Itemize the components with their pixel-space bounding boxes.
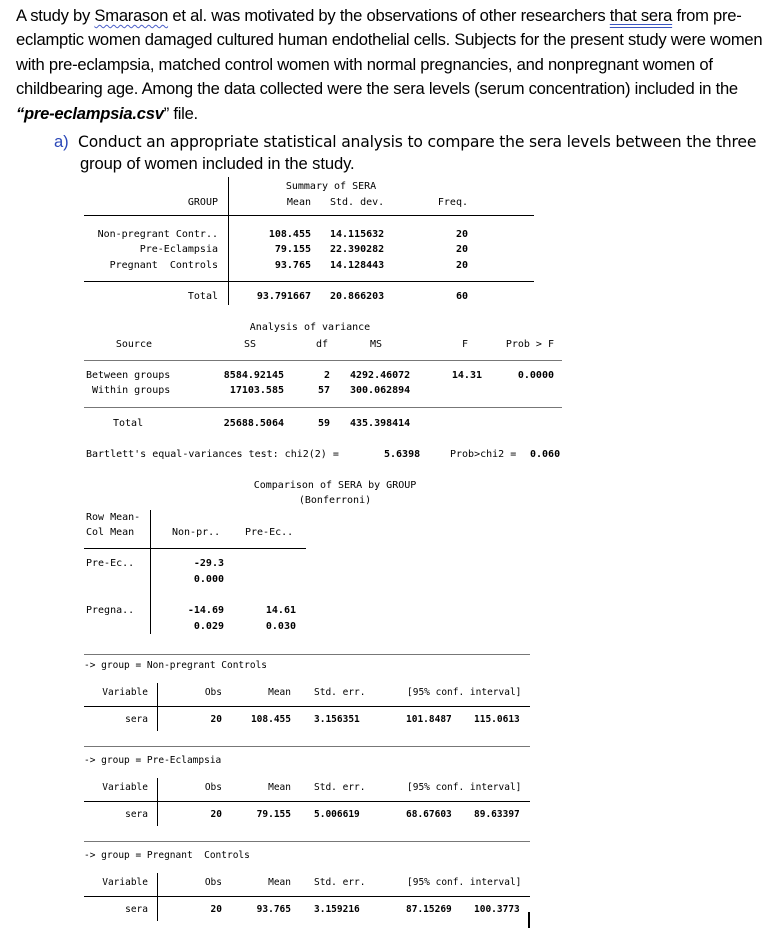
summary-row-freq: 20 — [455, 244, 468, 255]
ci-variable-header: Variable — [102, 782, 148, 793]
comparison-pvalue: 0.030 — [265, 621, 296, 632]
bartlett-p: 0.060 — [530, 449, 561, 460]
anova-within-label: Within groups — [92, 385, 171, 396]
ci-mean-header: Mean — [268, 782, 291, 793]
comparison-diff: -14.69 — [187, 605, 224, 616]
comparison-diff: -29.3 — [193, 558, 224, 569]
ci-vertical-rule — [157, 778, 158, 826]
summary-row-freq: 20 — [455, 260, 468, 271]
summary-total-sd: 20.866203 — [330, 291, 385, 302]
ci-mean-header: Mean — [268, 877, 291, 888]
summary-row-sd: 14.115632 — [330, 229, 385, 240]
anova-between-ms: 4292.46072 — [350, 370, 411, 381]
ci-upper: 115.0613 — [474, 714, 520, 725]
author-name: Smarason — [94, 6, 169, 25]
summary-row-group: Non-pregrant Contr.. — [97, 229, 218, 240]
anova-within-ss: 17103.585 — [229, 385, 284, 396]
comparison-diff: 14.61 — [265, 605, 296, 616]
comparison-title: Comparison of SERA by GROUP — [253, 480, 417, 491]
question-text-line1: Conduct an appropriate statistical analysis to compare the sera levels between the three — [78, 133, 757, 151]
anova-total-label: Total — [113, 418, 144, 429]
summary-total-label: Total — [187, 291, 218, 302]
ci-variable: sera — [125, 809, 148, 820]
summary-row-mean: 108.455 — [268, 229, 311, 240]
file-name: “pre-eclampsia.csv — [16, 103, 164, 123]
summary-vertical-rule — [228, 177, 229, 305]
anova-header-rule — [84, 360, 562, 361]
intro-text: et al. was motivated by the observations of other researchers — [168, 6, 610, 25]
comparison-subtitle: (Bonferroni) — [298, 495, 372, 506]
comparison-row-label: Pregna.. — [86, 605, 135, 616]
intro-paragraph — [16, 4, 768, 126]
ci-header-rule — [84, 706, 530, 707]
anova-title: Analysis of variance — [249, 322, 371, 333]
ci-variable-header: Variable — [102, 877, 148, 888]
summary-row-sd: 22.390282 — [330, 244, 385, 255]
intro-text: from pre-eclamptic women damaged cultured human endothelial cells. Subjects for the present study were women with pre-eclampsia, matched control women with normal pregnancies, and nonpregnant women of childbearing age. Among the data collected were the sera levels (serum concentration) included in the — [16, 6, 763, 99]
summary-freq-header: Freq. — [437, 197, 468, 208]
comparison-pvalue: 0.000 — [193, 574, 224, 585]
summary-row-group: Pregnant Controls — [109, 260, 218, 271]
ci-vertical-rule — [157, 683, 158, 731]
ci-mean: 108.455 — [250, 714, 291, 725]
ci-header-rule — [84, 896, 530, 897]
ci-conf-header: [95% conf. interval] — [407, 877, 522, 888]
ci-obs: 20 — [210, 904, 222, 915]
question-a — [54, 131, 768, 175]
ci-separator — [84, 841, 530, 842]
ci-mean: 93.765 — [256, 904, 291, 915]
ci-vertical-rule — [157, 873, 158, 921]
comparison-col1: Non-pr.. — [172, 527, 221, 538]
anova-between-p: 0.0000 — [517, 370, 554, 381]
ci-separator — [84, 654, 530, 655]
ci-obs-header: Obs — [204, 782, 222, 793]
ci-se: 5.006619 — [314, 809, 360, 820]
text-cursor — [528, 912, 530, 928]
summary-mean-header: Mean — [286, 197, 311, 208]
anova-within-df: 57 — [317, 385, 330, 396]
ci-separator — [84, 746, 530, 747]
ci-group-title: -> group = Pregnant Controls — [84, 850, 250, 861]
ci-header-rule — [84, 801, 530, 802]
anova-p-header: Prob > F — [505, 339, 554, 350]
ci-mean-header: Mean — [268, 687, 291, 698]
comparison-pvalue: 0.029 — [193, 621, 224, 632]
ci-group-title: -> group = Non-pregrant Controls — [84, 660, 268, 671]
anova-total-rule — [84, 407, 562, 408]
ci-upper: 100.3773 — [474, 904, 520, 915]
anova-source-header: Source — [115, 339, 152, 350]
ci-lower: 68.67603 — [406, 809, 452, 820]
comparison-header-rule — [84, 548, 306, 549]
anova-total-ss: 25688.5064 — [223, 418, 284, 429]
summary-row-sd: 14.128443 — [330, 260, 385, 271]
summary-total-rule — [84, 281, 534, 282]
ci-se: 3.159216 — [314, 904, 360, 915]
anova-total-ms: 435.398414 — [350, 418, 411, 429]
ci-lower: 87.15269 — [406, 904, 452, 915]
summary-group-header: GROUP — [187, 197, 218, 208]
anova-between-f: 14.31 — [451, 370, 482, 381]
question-label: a) — [54, 132, 69, 151]
ci-lower: 101.8487 — [406, 714, 452, 725]
ci-variable: sera — [125, 904, 148, 915]
question-text-line2: group of women included in the study. — [80, 154, 355, 173]
anova-between-df: 2 — [323, 370, 330, 381]
anova-between-label: Between groups — [86, 370, 171, 381]
ci-mean: 79.155 — [256, 809, 291, 820]
ci-se: 3.156351 — [314, 714, 360, 725]
intro-text: A study by — [16, 6, 95, 25]
that-sera-text: that sera — [609, 6, 673, 25]
summary-row-group: Pre-Eclampsia — [139, 244, 218, 255]
bartlett-chi2: 5.6398 — [384, 449, 421, 460]
bartlett-label: Bartlett's equal-variances test: chi2(2) = — [86, 449, 339, 460]
comparison-vertical-rule — [150, 510, 151, 634]
anova-df-header: df — [315, 339, 328, 350]
ci-variable-header: Variable — [102, 687, 148, 698]
ci-upper: 89.63397 — [474, 809, 520, 820]
comparison-row-label: Pre-Ec.. — [86, 558, 135, 569]
anova-ss-header: SS — [243, 339, 256, 350]
summary-total-mean: 93.791667 — [256, 291, 311, 302]
comparison-col-header: Col Mean — [86, 527, 135, 538]
summary-row-mean: 79.155 — [274, 244, 311, 255]
ci-variable: sera — [125, 714, 148, 725]
anova-ms-header: MS — [369, 339, 382, 350]
anova-between-ss: 8584.92145 — [223, 370, 284, 381]
comparison-row-header: Row Mean- — [86, 512, 141, 523]
ci-group-title: -> group = Pre-Eclampsia — [84, 755, 222, 766]
ci-conf-header: [95% conf. interval] — [407, 782, 522, 793]
ci-se-header: Std. err. — [314, 687, 366, 698]
anova-f-header: F — [461, 339, 468, 350]
ci-se-header: Std. err. — [314, 877, 366, 888]
comparison-col2: Pre-Ec.. — [245, 527, 294, 538]
anova-within-ms: 300.062894 — [350, 385, 411, 396]
ci-obs: 20 — [210, 809, 222, 820]
summary-total-freq: 60 — [455, 291, 468, 302]
summary-row-mean: 93.765 — [274, 260, 311, 271]
summary-row-freq: 20 — [455, 229, 468, 240]
bartlett-p-label: Prob>chi2 = — [450, 449, 517, 460]
summary-sd-header: Std. dev. — [330, 197, 385, 208]
ci-obs: 20 — [210, 714, 222, 725]
ci-se-header: Std. err. — [314, 782, 366, 793]
summary-header-rule — [84, 215, 534, 216]
ci-obs-header: Obs — [204, 687, 222, 698]
ci-obs-header: Obs — [204, 877, 222, 888]
summary-title: Summary of SERA — [285, 181, 377, 192]
anova-total-df: 59 — [317, 418, 330, 429]
ci-conf-header: [95% conf. interval] — [407, 687, 522, 698]
intro-text: ” file. — [163, 103, 198, 123]
